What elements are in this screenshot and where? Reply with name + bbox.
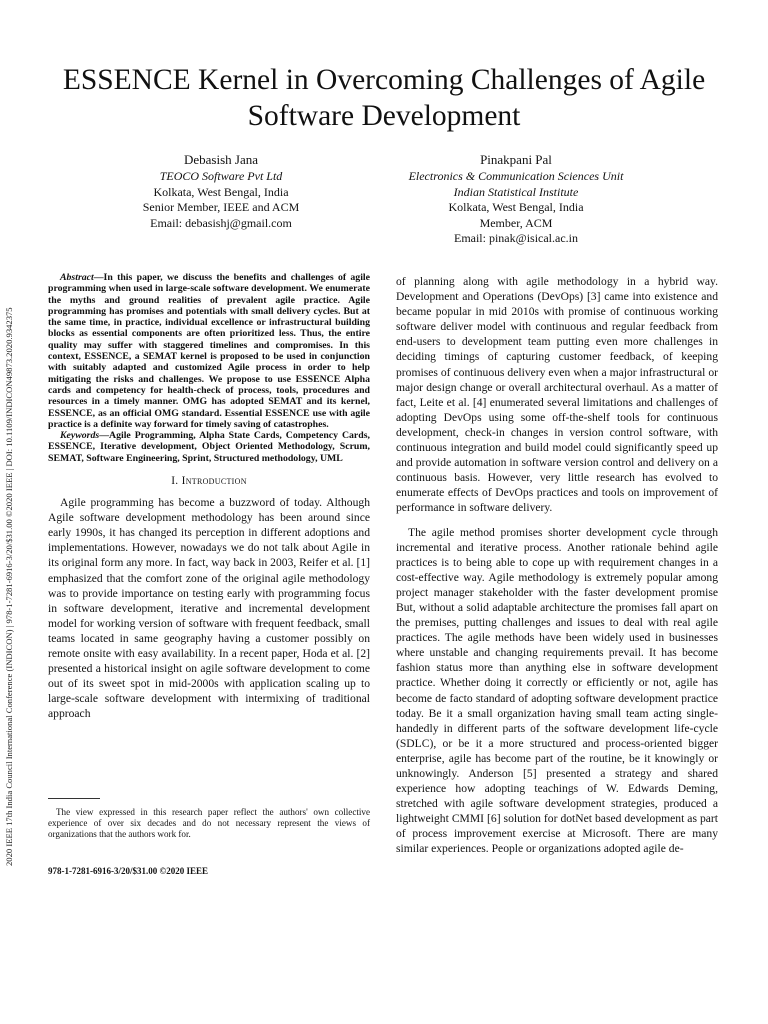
section-title: Introduction [181, 475, 247, 488]
abstract [48, 272, 370, 430]
author-name: Pinakpani Pal [480, 152, 552, 167]
author-institute: Indian Statistical Institute [453, 184, 579, 199]
abstract-text: —In this paper, we discuss the benefits and challenges of agile programming when used in large-scale software development. We enumerate the myths and ground realities of prevalent agile practice. Agile programming has promises and potentials with small delivery cycles. But at the same time, in practice, individual excellence or infrastructural building blocks as essential components are often prioritized less. Thus, the entire quality may suffer with staggered timelines and compromises. In this context, ESSENCE, a SEMAT kernel is proposed to be used in conjunction with suitably adapted and customized Agile process in order to help mitigating the risks and challenges. We propose to use ESSENCE Alpha cards and competency for health-check of process, tools, procedures and resources in a timely manner. OMG has adopted SEMAT and its kernel, ESSENCE, as an official OMG standard. Essential ESSENCE use with agile practice is a definite way forward for timely saving of catastrophes. [48, 272, 370, 430]
section-number: I. [171, 475, 182, 488]
author-block-1 [96, 152, 346, 231]
keywords-text: —Agile Programming, Alpha State Cards, Competency Cards, ESSENCE, Iterative development, Object Oriented Methodology, Scrum, SEMAT, Software Engineering, Sprint, Structured methodology, UML [48, 430, 370, 464]
footnote-rule [48, 798, 100, 799]
author-email: Email: debasishj@gmail.com [150, 215, 292, 230]
body-paragraph-2: The agile method promises shorter development cycle through incremental and iterative process. Another rationale behind agile practices is to being able to cope up with requirement changes in a cost-effective way. Agile methodology is extremely popular among project manager stakeholder with the faster development promise But, without a solid adaptable architecture the promises fall apart on the premises, putting challenges and issues to deal with real agile practices. The agile methods have been widely used in businesses where unstable and changing requirements prevail. It has become fashion status more than anything else in software development practice. Whether doing it correctly or efficiently or not, agile has become de facto standard of adopting software development practice today. Be it a small organization having small team acting single-handedly in different parts of the software development life-cycle (SDLC), or be it a more structured and process-oriented bigger enterprise, agile has become part of the routine, be it knowingly or unknowingly. Anderson [5] presented a strategy and shared experience how adopting teachings of W. Edwards Deming, stretched with agile software development strategies, produced a lightweight CMMI [6] solution for dotNet based development as part of process improvement exercise at Microsoft. There are many similar experiences. People or organizations adopted agile de- [396, 525, 718, 856]
author-membership: Member, ACM [479, 215, 553, 230]
left-column [48, 272, 370, 721]
keywords [48, 430, 370, 464]
section-heading-introduction [48, 475, 370, 487]
author-affiliation: Electronics & Communication Sciences Unit [408, 169, 624, 183]
author-email: Email: pinak@isical.ac.in [453, 231, 578, 246]
author-location: Kolkata, West Bengal, India [153, 184, 289, 199]
author-location: Kolkata, West Bengal, India [448, 200, 584, 215]
doi-side-stamp: 2020 IEEE 17th India Council International Conference (INDICON) | 978-1-7281-6916-3/20/$31.00 ©2020 IEEE | DOI: 10.1109/INDICON49873.2020.9342375 [4, 307, 14, 866]
author-name: Debasish Jana [183, 152, 258, 167]
abstract-label: Abstract [60, 272, 94, 283]
copyright-notice: 978-1-7281-6916-3/20/$31.00 ©2020 IEEE [48, 866, 208, 876]
footnote: The view expressed in this research paper reflect the authors' own collective experience of over six decades and do not necessary represent the views of organizations that the authors work for. [48, 807, 370, 840]
author-affiliation: TEOCO Software Pvt Ltd [159, 169, 283, 183]
right-column [396, 274, 718, 857]
paper-title: ESSENCE Kernel in Overcoming Challenges of Agile Software Development [62, 64, 706, 132]
author-membership: Senior Member, IEEE and ACM [142, 200, 300, 215]
intro-paragraph-1: Agile programming has become a buzzword of today. Although Agile software development methodology has been around since early 1990s, it has changed its perception in different adoptions and implementations. However, nowadays we do not talk about Agile in its original form any more. In fact, way back in 2003, Reifer et al. [1] emphasized that the comfort zone of the original agile methodology was to provide importance on testing early with programming focus in software development, iterative and incremental development model for working version of software with frequent feedback, small teams located in same geography having a customer possibly on remote onsite with easy availability. In a recent paper, Hoda et al. [2] presented a historical insight on agile software development to come out of its sweet spot in mid-2000s with application scaling up to large-scale software development with intermixing of traditional approach [48, 496, 370, 721]
author-block-2 [366, 152, 666, 247]
body-paragraph-continued: of planning along with agile methodology in a hybrid way. Development and Operations (DevOps) [3] came into existence and became popular in mid 2010s with promise of continuous working software deliver model with continuous and regular feedback from end-users to development team putting even more challenges in deciding timings of capturing customer feedback, of keeping promises of continuous delivery even when a major infrastructural or major design change or overall architectural overhaul. As a matter of fact, Leite et al. [4] enumerated several limitations and challenges of adopting DevOps using some off-the-shelf tools for continuous development, check-in changes in version control software, with continuous integration and build model could significantly speed up and provide automation in software version control and delivery on a continuous basis. However, very little research has evolved to enumerate effects of DevOps practices and tools on improvement of performance in software delivery. [396, 275, 718, 515]
keywords-label: Keywords [60, 430, 100, 442]
